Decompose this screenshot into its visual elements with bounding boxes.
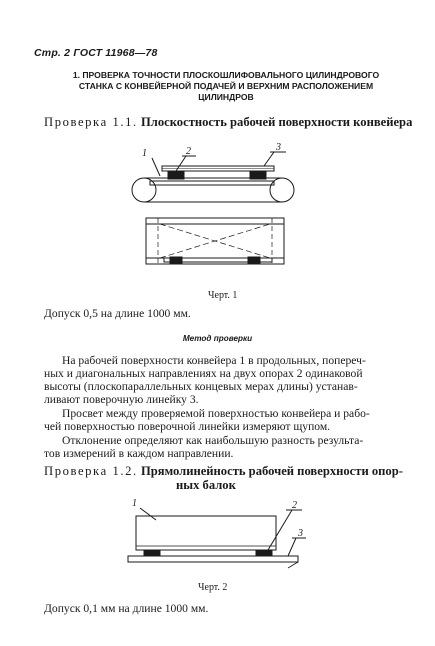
left-roller <box>132 178 156 202</box>
figure-1-conveyor-flatness <box>120 140 320 290</box>
straightedge <box>136 516 276 550</box>
support-beam <box>128 556 298 562</box>
figure-2-support-beam <box>110 496 320 578</box>
section-heading-line-3: ЦИЛИНДРОВ <box>198 92 254 102</box>
method-line-2: ных и диагональных направлениях на двух опорах 2 одинаковой <box>44 367 363 380</box>
method-line-4: ливают поверочную линейку 3. <box>44 393 199 406</box>
method-line-1: На рабочей поверхности конвейера 1 в продольных, попереч- <box>62 354 366 367</box>
check-1-2-label: Проверка 1.2. <box>44 464 138 478</box>
support-right <box>250 171 266 179</box>
method-line-8: тов измерений в каждом направлении. <box>44 447 234 460</box>
check-1-2-tolerance: Допуск 0,1 мм на длине 1000 мм. <box>44 602 209 615</box>
method-line-7: Отклонение определяют как наибольшую разность результа- <box>62 434 364 447</box>
method-heading: Метод проверки <box>182 334 253 343</box>
check-1-1-title: Плоскостность рабочей поверхности конвейера <box>140 115 413 129</box>
check-1-2-title-wrap <box>176 478 236 493</box>
plan-support-right <box>248 257 260 263</box>
method-line-5: Просвет между проверяемой поверхностью конвейера и рабо- <box>62 407 370 420</box>
method-line-6: чей поверхностью поверочной линейки измеряют щупом. <box>44 420 331 433</box>
section-heading-line-2: СТАНКА С КОНВЕЙЕРНОЙ ПОДАЧЕЙ И ВЕРХНИМ РАСПОЛОЖЕНИЕМ <box>78 81 374 91</box>
marker-2: 2 <box>186 146 191 157</box>
page-header: Стр. 2 ГОСТ 11968—78 <box>34 47 158 59</box>
leader-1 <box>140 508 156 520</box>
marker-1: 1 <box>132 498 137 509</box>
figure-2-caption: Черт. 2 <box>198 582 228 593</box>
section-heading-line-1: 1. ПРОВЕРКА ТОЧНОСТИ ПЛОСКОШЛИФОВАЛЬНОГО ЦИЛИНДРОВОГО <box>72 70 380 80</box>
support-left <box>168 171 184 179</box>
conveyor-surface <box>150 181 274 185</box>
check-1-2-heading <box>44 464 403 479</box>
leader-3 <box>264 152 274 166</box>
support-left <box>144 550 160 556</box>
support-right <box>256 550 272 556</box>
check-1-1-label: Проверка 1.1. <box>44 115 138 129</box>
check-1-1-heading <box>44 115 412 130</box>
leader-3 <box>288 538 296 556</box>
marker-3: 3 <box>276 142 281 153</box>
leader-1 <box>152 158 160 176</box>
method-line-3: высоты (плоскопараллельных концевых мерах длины) устанав- <box>44 380 358 393</box>
check-1-2-title-line-2: ных балок <box>176 478 236 492</box>
marker-2: 2 <box>292 500 297 511</box>
marker-3: 3 <box>298 528 303 539</box>
check-1-1-tolerance: Допуск 0,5 на длине 1000 мм. <box>44 307 191 320</box>
section-heading <box>40 70 412 103</box>
diagonal-b <box>160 224 270 258</box>
figure-1-caption: Черт. 1 <box>208 290 238 301</box>
plan-support-left <box>170 257 182 263</box>
check-1-2-title-line-1: Прямолинейность рабочей поверхности опор- <box>140 464 403 478</box>
marker-1: 1 <box>142 148 147 159</box>
